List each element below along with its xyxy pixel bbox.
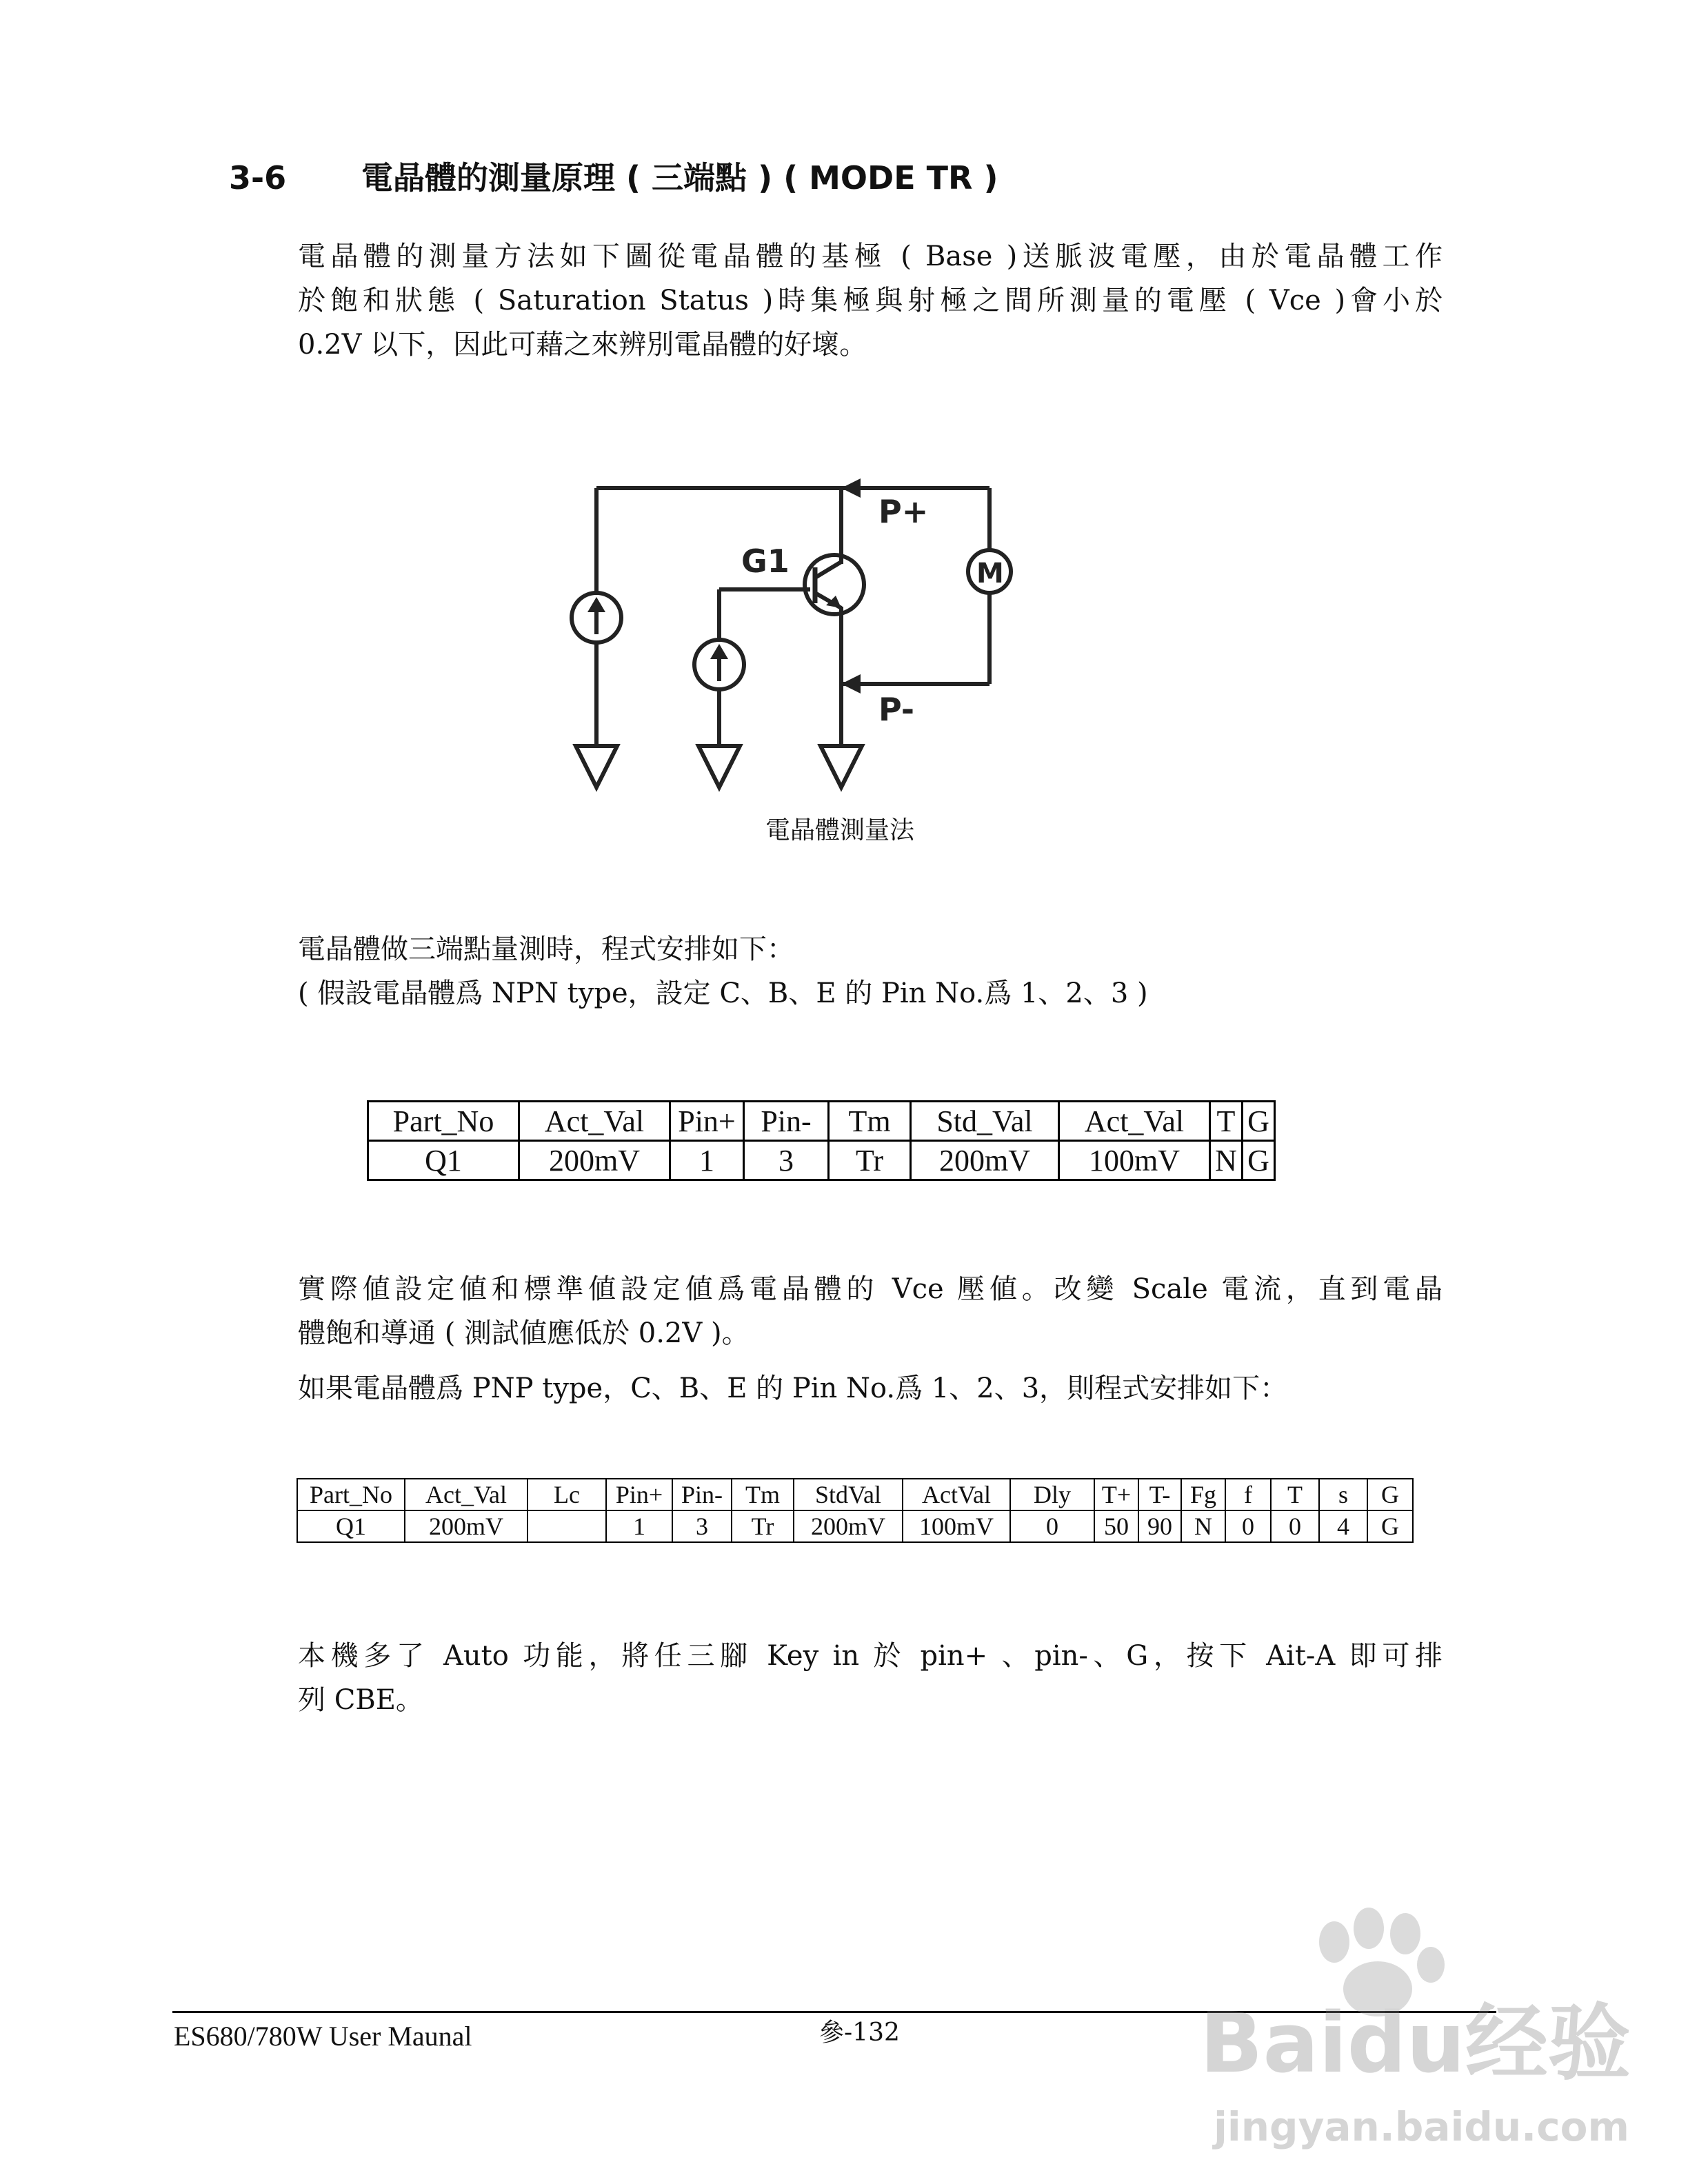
table-header-cell: ActVal [903,1479,1010,1510]
table-header-cell: Act_Val [1059,1102,1210,1141]
table-cell: 1 [606,1510,672,1542]
table-header-cell: Pin+ [606,1479,672,1510]
auto-line-1: 本機多了 Auto 功能，將任三腳 Key in 於 pin+ 、pin-、G，按下 Ait-A 即可排 [298,1640,1443,1672]
intro-line-1: 電晶體的測量方法如下圖從電晶體的基極 ( Base )送脈波電壓，由於電晶體工作 [298,241,1443,272]
table-header-cell: Part_No [368,1102,519,1141]
table-cell: Q1 [368,1141,519,1180]
table-cell: 1 [670,1141,744,1180]
table-header-cell: Tm [732,1479,794,1510]
table-cell: G [1243,1141,1275,1180]
intro-paragraph [298,234,1443,367]
ground-left [576,746,617,787]
baidu-watermark [1186,1899,1631,2175]
section-number: 3-6 [229,159,287,196]
figure-caption: 電晶體測量法 [765,816,915,845]
watermark-url: jingyan.baidu.com [1214,2103,1629,2150]
table-cell: 4 [1319,1510,1367,1542]
table-header-cell: T [1210,1102,1243,1141]
table-header-cell: T [1271,1479,1319,1510]
npn-description [298,927,1443,1015]
vce-line-1: 實際値設定値和標準値設定値爲電晶體的 Vce 壓値。改變 Scale 電流，直到電晶 [298,1273,1443,1305]
table-cell: Tr [829,1141,911,1180]
ground-emitter [821,746,862,787]
table-cell: N [1210,1141,1243,1180]
section-heading [229,153,998,199]
npn-line-2: ( 假設電晶體爲 NPN type，設定 C、B、E 的 Pin No.爲 1、2、3 ) [298,978,1148,1009]
table-cell: 0 [1010,1510,1094,1542]
table-cell: 0 [1271,1510,1319,1542]
vce-description [298,1267,1443,1355]
transistor-circuit-diagram [538,469,1048,800]
table-row [368,1141,1275,1180]
table-header-cell: G [1367,1479,1413,1510]
table-cell [528,1510,606,1542]
table-header-cell: Pin- [672,1479,732,1510]
table-header-cell: T+ [1094,1479,1138,1510]
table-row [297,1510,1413,1542]
watermark-brand: Baidu经验 [1200,1996,1631,2092]
table-header-cell: Tm [829,1102,911,1141]
table-cell: 50 [1094,1510,1138,1542]
table-header-cell: StdVal [794,1479,903,1510]
table-cell: 100mV [1059,1141,1210,1180]
table-header-cell: s [1319,1479,1367,1510]
npn-line-1: 電晶體做三端點量測時，程式安排如下： [298,933,794,965]
label-p-plus: P+ [878,493,929,530]
intro-line-3: 0.2V 以下，因此可藉之來辨別電晶體的好壞。 [298,329,867,361]
ground-base [699,746,740,787]
table-cell: 3 [744,1141,829,1180]
label-g1: G1 [741,543,790,580]
table-header-cell: f [1225,1479,1271,1510]
table-header-cell: Pin+ [670,1102,744,1141]
table-cell: 200mV [911,1141,1059,1180]
pnp-description [298,1366,1443,1410]
footer-page-number: 參-132 [819,2019,900,2047]
table-header-cell: Act_Val [405,1479,528,1510]
table-header-cell: Pin- [744,1102,829,1141]
p-plus-arrow [841,478,861,498]
intro-line-2: 於飽和狀態 ( Saturation Status )時集極與射極之間所測量的電壓 ( Vce )會小於 [298,285,1443,316]
table-cell: Tr [732,1510,794,1542]
table-header-cell: Act_Val [519,1102,670,1141]
table-cell: 3 [672,1510,732,1542]
transistor-collector-lead [815,562,841,578]
table-header-row [297,1479,1413,1510]
vce-line-2: 體飽和導通 ( 測試値應低於 0.2V )。 [298,1317,750,1349]
section-title: 電晶體的測量原理 ( 三端點 ) ( MODE TR ) [361,159,998,196]
table-cell: 200mV [519,1141,670,1180]
p-minus-arrow [841,674,861,694]
table-header-row [368,1102,1275,1141]
npn-program-table [367,1100,1276,1181]
table-header-cell: Part_No [297,1479,405,1510]
table-header-cell: Std_Val [911,1102,1059,1141]
table-cell: N [1181,1510,1225,1542]
auto-line-2: 列 CBE。 [298,1684,423,1716]
pnp-program-table [297,1478,1414,1543]
label-p-minus: P- [878,691,914,728]
label-meter: M [976,558,1004,589]
pnp-line: 如果電晶體爲 PNP type，C、B、E 的 Pin No.爲 1、2、3，則程式安排如下： [298,1373,1288,1404]
table-header-cell: Lc [528,1479,606,1510]
table-header-cell: G [1243,1102,1275,1141]
footer-manual-title: ES680/780W User Maunal [174,2021,472,2052]
table-cell: 200mV [405,1510,528,1542]
table-header-cell: T- [1138,1479,1181,1510]
table-cell: G [1367,1510,1413,1542]
table-header-cell: Fg [1181,1479,1225,1510]
table-cell: 90 [1138,1510,1181,1542]
table-cell: 200mV [794,1510,903,1542]
table-cell: 0 [1225,1510,1271,1542]
table-cell: Q1 [297,1510,405,1542]
table-header-cell: Dly [1010,1479,1094,1510]
table-cell: 100mV [903,1510,1010,1542]
auto-description [298,1634,1443,1722]
